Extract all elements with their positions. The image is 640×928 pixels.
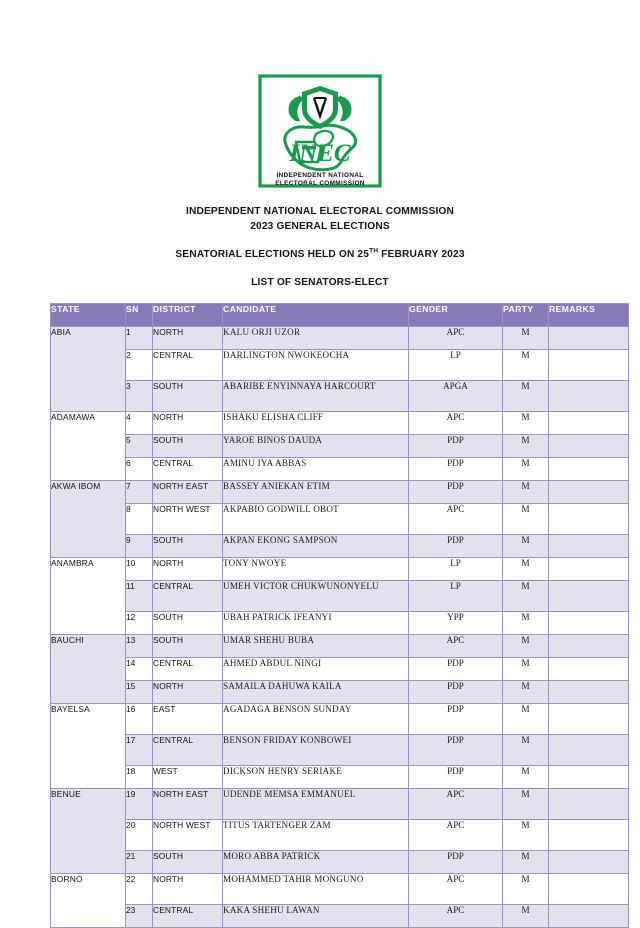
cell-gender: PDP bbox=[409, 735, 503, 766]
cell-gender: APC bbox=[409, 905, 503, 928]
header-election-year: 2023 GENERAL ELECTIONS bbox=[250, 221, 390, 232]
cell-remarks bbox=[549, 874, 629, 905]
cell-sn: 16 bbox=[126, 704, 153, 735]
cell-candidate: SAMAILA DAHUWA KAILA bbox=[223, 681, 409, 704]
cell-remarks bbox=[549, 535, 629, 558]
cell-sn: 8 bbox=[126, 504, 153, 535]
cell-sn: 12 bbox=[126, 612, 153, 635]
cell-sn: 15 bbox=[126, 681, 153, 704]
cell-gender: PDP bbox=[409, 658, 503, 681]
cell-gender: APC bbox=[409, 504, 503, 535]
cell-party: M bbox=[503, 658, 549, 681]
cell-gender: PDP bbox=[409, 766, 503, 789]
cell-district: NORTH EAST bbox=[153, 789, 223, 820]
cell-district: CENTRAL bbox=[153, 458, 223, 481]
cell-party: M bbox=[503, 381, 549, 412]
cell-remarks bbox=[549, 504, 629, 535]
cell-district: CENTRAL bbox=[153, 735, 223, 766]
column-header-gender[interactable]: GENDER bbox=[409, 304, 503, 327]
cell-party: M bbox=[503, 481, 549, 504]
cell-district: CENTRAL bbox=[153, 658, 223, 681]
cell-gender: APC bbox=[409, 874, 503, 905]
cell-party: M bbox=[503, 735, 549, 766]
cell-district: SOUTH bbox=[153, 612, 223, 635]
cell-gender: LP bbox=[409, 350, 503, 381]
cell-candidate: AMINU IYA ABBAS bbox=[223, 458, 409, 481]
cell-candidate: MORO ABBA PATRICK bbox=[223, 851, 409, 874]
cell-gender: PDP bbox=[409, 851, 503, 874]
cell-candidate: TONY NWOYE bbox=[223, 558, 409, 581]
cell-gender: PDP bbox=[409, 704, 503, 735]
cell-remarks bbox=[549, 350, 629, 381]
cell-party: M bbox=[503, 504, 549, 535]
senators-elect-table bbox=[50, 303, 629, 928]
cell-state: BAYELSA bbox=[51, 704, 126, 789]
cell-party: M bbox=[503, 681, 549, 704]
cell-party: M bbox=[503, 635, 549, 658]
table-row bbox=[51, 635, 629, 658]
cell-sn: 17 bbox=[126, 735, 153, 766]
logo-block bbox=[0, 0, 640, 190]
cell-sn: 10 bbox=[126, 558, 153, 581]
cell-remarks bbox=[549, 481, 629, 504]
cell-gender: PDP bbox=[409, 535, 503, 558]
table-row bbox=[51, 612, 629, 635]
table-row bbox=[51, 435, 629, 458]
table-row bbox=[51, 681, 629, 704]
cell-gender: APC bbox=[409, 412, 503, 435]
cell-district: CENTRAL bbox=[153, 581, 223, 612]
cell-district: NORTH WEST bbox=[153, 820, 223, 851]
cell-party: M bbox=[503, 458, 549, 481]
table-row bbox=[51, 558, 629, 581]
cell-party: M bbox=[503, 327, 549, 350]
cell-district: NORTH bbox=[153, 874, 223, 905]
table-row bbox=[51, 535, 629, 558]
cell-remarks bbox=[549, 766, 629, 789]
cell-sn: 6 bbox=[126, 458, 153, 481]
cell-state: ANAMBRA bbox=[51, 558, 126, 635]
cell-district: WEST bbox=[153, 766, 223, 789]
table-row bbox=[51, 481, 629, 504]
table-row bbox=[51, 327, 629, 350]
cell-district: NORTH bbox=[153, 327, 223, 350]
cell-remarks bbox=[549, 612, 629, 635]
table-row bbox=[51, 820, 629, 851]
cell-candidate: DICKSON HENRY SERIAKE bbox=[223, 766, 409, 789]
cell-candidate: BENSON FRIDAY KONBOWEI bbox=[223, 735, 409, 766]
cell-remarks bbox=[549, 435, 629, 458]
cell-remarks bbox=[549, 458, 629, 481]
cell-sn: 23 bbox=[126, 905, 153, 928]
cell-remarks bbox=[549, 635, 629, 658]
cell-remarks bbox=[549, 735, 629, 766]
header-date-prefix: SENATORIAL ELECTIONS HELD ON 25 bbox=[175, 249, 370, 260]
cell-district: CENTRAL bbox=[153, 350, 223, 381]
cell-sn: 5 bbox=[126, 435, 153, 458]
cell-remarks bbox=[549, 820, 629, 851]
cell-candidate: AHMED ABDUL NINGI bbox=[223, 658, 409, 681]
cell-district: SOUTH bbox=[153, 381, 223, 412]
cell-party: M bbox=[503, 581, 549, 612]
cell-district: SOUTH bbox=[153, 851, 223, 874]
cell-remarks bbox=[549, 681, 629, 704]
cell-sn: 3 bbox=[126, 381, 153, 412]
table-row bbox=[51, 735, 629, 766]
cell-candidate: YAROE BINOS DAUDA bbox=[223, 435, 409, 458]
table-row bbox=[51, 458, 629, 481]
cell-sn: 9 bbox=[126, 535, 153, 558]
cell-gender: APC bbox=[409, 820, 503, 851]
header-commission-name: INDEPENDENT NATIONAL ELECTORAL COMMISSION bbox=[185, 206, 455, 217]
cell-candidate: AKPABIO GODWILL OBOT bbox=[223, 504, 409, 535]
svg-text:INEC: INEC bbox=[289, 140, 351, 167]
table-row bbox=[51, 658, 629, 681]
column-header-remarks[interactable]: REMARKS bbox=[549, 304, 629, 327]
table-row bbox=[51, 581, 629, 612]
cell-gender: PDP bbox=[409, 681, 503, 704]
column-header-party[interactable]: PARTY bbox=[503, 304, 549, 327]
cell-remarks bbox=[549, 905, 629, 928]
cell-gender: PDP bbox=[409, 458, 503, 481]
header-date-suffix: FEBRUARY 2023 bbox=[378, 249, 465, 260]
cell-candidate: MOHAMMED TAHIR MONGUNO bbox=[223, 874, 409, 905]
header-list-title: LIST OF SENATORS-ELECT bbox=[251, 277, 389, 288]
column-header-state[interactable]: STATE bbox=[51, 304, 126, 327]
cell-state: BORNO bbox=[51, 874, 126, 928]
cell-remarks bbox=[549, 412, 629, 435]
cell-sn: 22 bbox=[126, 874, 153, 905]
cell-sn: 20 bbox=[126, 820, 153, 851]
cell-remarks bbox=[549, 658, 629, 681]
table-body bbox=[51, 327, 629, 928]
cell-sn: 19 bbox=[126, 789, 153, 820]
cell-candidate: KAKA SHEHU LAWAN bbox=[223, 905, 409, 928]
table-row bbox=[51, 381, 629, 412]
logo-caption-line-1: INDEPENDENT NATIONAL bbox=[276, 171, 364, 179]
cell-candidate: KALU ORJI UZOR bbox=[223, 327, 409, 350]
cell-gender: PDP bbox=[409, 435, 503, 458]
cell-gender: APGA bbox=[409, 381, 503, 412]
table-row bbox=[51, 851, 629, 874]
cell-district: SOUTH bbox=[153, 435, 223, 458]
cell-party: M bbox=[503, 820, 549, 851]
cell-party: M bbox=[503, 435, 549, 458]
cell-candidate: AKPAN EKONG SAMPSON bbox=[223, 535, 409, 558]
table-row bbox=[51, 350, 629, 381]
cell-state: BAUCHI bbox=[51, 635, 126, 704]
cell-remarks bbox=[549, 704, 629, 735]
cell-candidate: UMEH VICTOR CHUKWUNONYELU bbox=[223, 581, 409, 612]
cell-sn: 14 bbox=[126, 658, 153, 681]
cell-sn: 2 bbox=[126, 350, 153, 381]
cell-district: NORTH bbox=[153, 558, 223, 581]
cell-party: M bbox=[503, 704, 549, 735]
cell-candidate: UBAH PATRICK IFEANYI bbox=[223, 612, 409, 635]
cell-gender: APC bbox=[409, 789, 503, 820]
document-header bbox=[0, 204, 640, 290]
cell-sn: 18 bbox=[126, 766, 153, 789]
cell-remarks bbox=[549, 381, 629, 412]
cell-candidate: ISHAKU ELISHA CLIFF bbox=[223, 412, 409, 435]
cell-party: M bbox=[503, 874, 549, 905]
cell-party: M bbox=[503, 350, 549, 381]
header-date-ordinal: TH bbox=[369, 247, 379, 255]
cell-party: M bbox=[503, 612, 549, 635]
cell-party: M bbox=[503, 789, 549, 820]
senators-table-wrap bbox=[50, 303, 596, 928]
cell-remarks bbox=[549, 789, 629, 820]
cell-district: NORTH EAST bbox=[153, 481, 223, 504]
cell-party: M bbox=[503, 412, 549, 435]
cell-remarks bbox=[549, 327, 629, 350]
cell-district: NORTH bbox=[153, 681, 223, 704]
cell-gender: APC bbox=[409, 327, 503, 350]
logo-caption bbox=[254, 172, 386, 188]
cell-state: BENUE bbox=[51, 789, 126, 874]
cell-district: SOUTH bbox=[153, 535, 223, 558]
cell-sn: 21 bbox=[126, 851, 153, 874]
cell-district: CENTRAL bbox=[153, 905, 223, 928]
logo-caption-line-2: ELECTORAL COMMISSION bbox=[275, 179, 365, 187]
table-row bbox=[51, 704, 629, 735]
cell-candidate: DARLINGTON NWOKEOCHA bbox=[223, 350, 409, 381]
cell-gender: LP bbox=[409, 558, 503, 581]
table-row bbox=[51, 504, 629, 535]
cell-gender: PDP bbox=[409, 481, 503, 504]
cell-candidate: UDENDE MEMSA EMMANUEL bbox=[223, 789, 409, 820]
cell-state: ADAMAWA bbox=[51, 412, 126, 481]
cell-sn: 1 bbox=[126, 327, 153, 350]
cell-state: ABIA bbox=[51, 327, 126, 412]
table-row bbox=[51, 412, 629, 435]
table-row bbox=[51, 766, 629, 789]
column-header-district[interactable]: DISTRICT bbox=[153, 304, 223, 327]
cell-party: M bbox=[503, 905, 549, 928]
cell-candidate: UMAR SHEHU BUBA bbox=[223, 635, 409, 658]
cell-sn: 13 bbox=[126, 635, 153, 658]
cell-party: M bbox=[503, 766, 549, 789]
cell-party: M bbox=[503, 851, 549, 874]
cell-candidate: TITUS TARTENGER ZAM bbox=[223, 820, 409, 851]
cell-remarks bbox=[549, 581, 629, 612]
column-header-sn[interactable]: SN bbox=[126, 304, 153, 327]
cell-party: M bbox=[503, 558, 549, 581]
cell-candidate: AGADAGA BENSON SUNDAY bbox=[223, 704, 409, 735]
table-header bbox=[51, 304, 629, 327]
cell-remarks bbox=[549, 851, 629, 874]
cell-sn: 4 bbox=[126, 412, 153, 435]
cell-district: SOUTH bbox=[153, 635, 223, 658]
table-row bbox=[51, 874, 629, 905]
cell-gender: YPP bbox=[409, 612, 503, 635]
inec-logo bbox=[254, 72, 386, 190]
cell-sn: 7 bbox=[126, 481, 153, 504]
cell-district: EAST bbox=[153, 704, 223, 735]
cell-candidate: BASSEY ANIEKAN ETIM bbox=[223, 481, 409, 504]
cell-sn: 11 bbox=[126, 581, 153, 612]
cell-candidate: ABARIBE ENYINNAYA HARCOURT bbox=[223, 381, 409, 412]
cell-state: AKWA IBOM bbox=[51, 481, 126, 558]
cell-district: NORTH WEST bbox=[153, 504, 223, 535]
table-row bbox=[51, 905, 629, 928]
cell-district: NORTH bbox=[153, 412, 223, 435]
column-header-candidate[interactable]: CANDIDATE bbox=[223, 304, 409, 327]
cell-remarks bbox=[549, 558, 629, 581]
table-header-row bbox=[51, 304, 629, 327]
cell-party: M bbox=[503, 535, 549, 558]
cell-gender: LP bbox=[409, 581, 503, 612]
header-election-date bbox=[0, 247, 640, 262]
cell-gender: APC bbox=[409, 635, 503, 658]
table-row bbox=[51, 789, 629, 820]
